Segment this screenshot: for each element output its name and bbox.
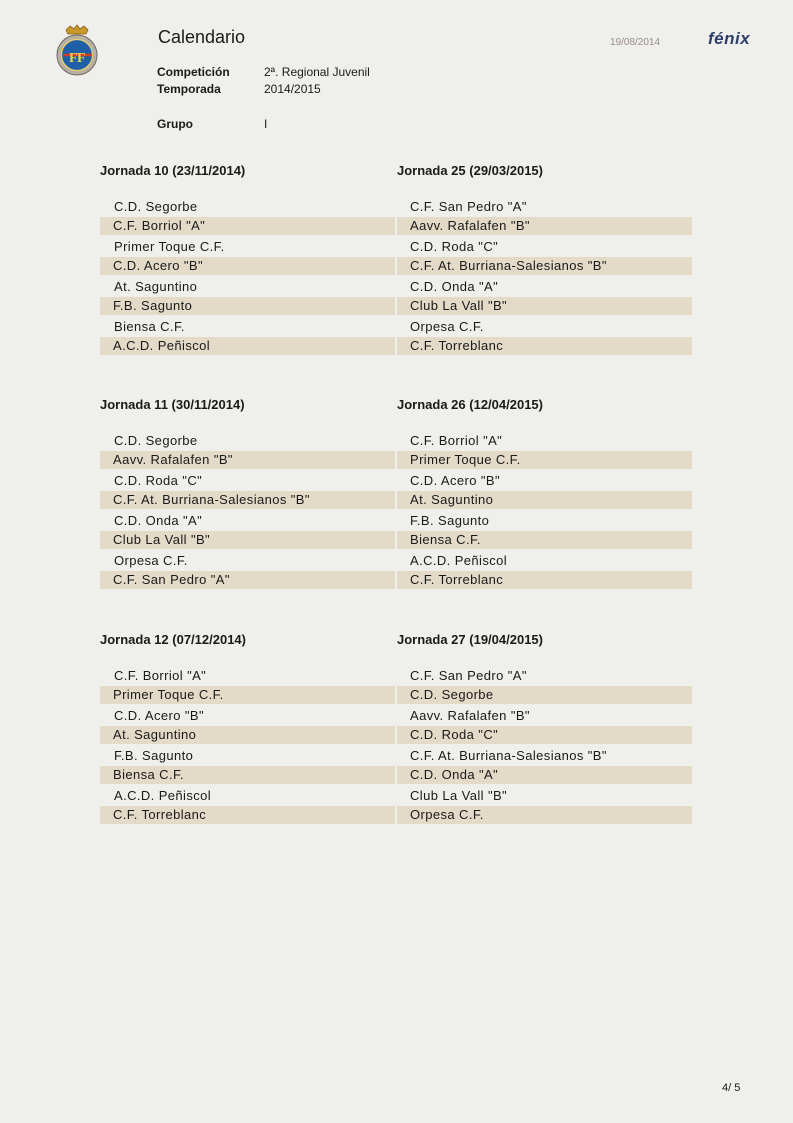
team-row	[100, 806, 395, 824]
team-row	[397, 471, 692, 491]
team-row	[100, 531, 395, 549]
team-name: At. Saguntino	[410, 492, 494, 507]
team-row	[397, 726, 692, 744]
team-name: Orpesa C.F.	[114, 553, 188, 568]
team-name: At. Saguntino	[113, 727, 197, 742]
team-name: C.D. Roda "C"	[410, 239, 499, 254]
federation-logo	[52, 24, 102, 76]
team-row	[397, 511, 692, 531]
team-row	[397, 666, 692, 686]
team-row	[397, 706, 692, 726]
jornada-title: Jornada 26 (12/04/2015)	[397, 397, 543, 412]
team-row	[100, 511, 395, 531]
team-row	[397, 297, 692, 315]
team-name: Club La Vall "B"	[410, 298, 508, 313]
team-name: C.D. Acero "B"	[113, 258, 203, 273]
team-row	[100, 431, 395, 451]
team-name: C.D. Segorbe	[114, 433, 198, 448]
team-name: F.B. Sagunto	[114, 748, 194, 763]
team-row	[100, 451, 395, 469]
team-row	[397, 531, 692, 549]
team-list	[100, 431, 395, 589]
team-row	[100, 686, 395, 704]
jornada-block	[100, 163, 395, 357]
jornada-block	[397, 397, 692, 591]
team-row	[100, 666, 395, 686]
team-row	[397, 237, 692, 257]
team-name: C.D. Onda "A"	[410, 767, 499, 782]
brand-logo: fénix	[708, 29, 751, 48]
page-title: Calendario	[158, 27, 246, 47]
page-number: 4/ 5	[722, 1082, 741, 1094]
svg-text:F: F	[69, 51, 78, 66]
team-list	[397, 431, 692, 589]
team-row	[100, 766, 395, 784]
team-row	[100, 277, 395, 297]
team-row	[100, 571, 395, 589]
team-name: Club La Vall "B"	[113, 532, 211, 547]
team-row	[100, 297, 395, 315]
team-name: C.D. Roda "C"	[410, 727, 499, 742]
team-name: C.F. At. Burriana-Salesianos "B"	[410, 748, 607, 763]
team-name: Aavv. Rafalafen "B"	[410, 708, 530, 723]
team-row	[100, 257, 395, 275]
team-name: C.F. Torreblanc	[410, 572, 504, 587]
team-row	[397, 571, 692, 589]
team-row	[100, 337, 395, 355]
team-name: C.F. Borriol "A"	[114, 668, 207, 683]
meta-label: Temporada	[157, 82, 221, 96]
jornada-title: Jornada 27 (19/04/2015)	[397, 632, 543, 647]
team-name: Orpesa C.F.	[410, 807, 484, 822]
team-name: C.F. At. Burriana-Salesianos "B"	[113, 492, 310, 507]
team-row	[397, 197, 692, 217]
team-row	[397, 257, 692, 275]
team-row	[397, 686, 692, 704]
team-row	[397, 491, 692, 509]
team-name: C.F. San Pedro "A"	[410, 668, 527, 683]
meta-value: 2ª. Regional Juvenil	[264, 65, 370, 79]
team-list	[397, 666, 692, 824]
meta-value: 2014/2015	[264, 82, 321, 96]
team-row	[100, 471, 395, 491]
jornada-title: Jornada 10 (23/11/2014)	[100, 163, 246, 178]
team-name: F.B. Sagunto	[410, 513, 490, 528]
jornada-title: Jornada 12 (07/12/2014)	[100, 632, 246, 647]
team-list	[100, 197, 395, 355]
team-row	[397, 217, 692, 235]
team-name: C.F. Torreblanc	[410, 338, 504, 353]
team-row	[397, 786, 692, 806]
team-row	[397, 551, 692, 571]
team-name: Biensa C.F.	[114, 319, 185, 334]
team-row	[100, 551, 395, 571]
jornada-block	[397, 163, 692, 357]
team-name: C.F. San Pedro "A"	[113, 572, 230, 587]
team-name: Aavv. Rafalafen "B"	[410, 218, 530, 233]
team-row	[100, 217, 395, 235]
team-name: C.F. Borriol "A"	[410, 433, 503, 448]
print-date: 19/08/2014	[610, 37, 661, 48]
team-name: C.F. At. Burriana-Salesianos "B"	[410, 258, 607, 273]
team-name: Biensa C.F.	[410, 532, 481, 547]
team-row	[397, 451, 692, 469]
team-name: A.C.D. Peñiscol	[114, 788, 212, 803]
team-name: C.D. Acero "B"	[410, 473, 500, 488]
svg-text:F: F	[77, 51, 86, 66]
team-name: Aavv. Rafalafen "B"	[113, 452, 233, 467]
team-row	[397, 277, 692, 297]
team-name: C.D. Onda "A"	[410, 279, 499, 294]
team-name: At. Saguntino	[114, 279, 198, 294]
team-row	[100, 317, 395, 337]
jornada-block	[100, 397, 395, 591]
team-name: C.D. Roda "C"	[114, 473, 203, 488]
team-row	[397, 806, 692, 824]
team-row	[100, 726, 395, 744]
team-name: C.D. Segorbe	[410, 687, 494, 702]
team-row	[397, 766, 692, 784]
team-name: Orpesa C.F.	[410, 319, 484, 334]
team-row	[100, 237, 395, 257]
team-row	[100, 706, 395, 726]
jornada-title: Jornada 25 (29/03/2015)	[397, 163, 543, 178]
jornada-block	[100, 632, 395, 826]
team-name: C.F. Torreblanc	[113, 807, 207, 822]
team-list	[100, 666, 395, 824]
team-row	[397, 337, 692, 355]
team-name: C.F. Borriol "A"	[113, 218, 206, 233]
team-name: A.C.D. Peñiscol	[410, 553, 508, 568]
team-name: F.B. Sagunto	[113, 298, 193, 313]
team-row	[397, 746, 692, 766]
team-name: Primer Toque C.F.	[113, 687, 224, 702]
meta-value: I	[264, 117, 268, 131]
team-row	[397, 431, 692, 451]
team-name: C.D. Acero "B"	[114, 708, 204, 723]
team-name: C.F. San Pedro "A"	[410, 199, 527, 214]
team-row	[397, 317, 692, 337]
team-name: Primer Toque C.F.	[114, 239, 225, 254]
team-name: C.D. Segorbe	[114, 199, 198, 214]
meta-label: Competición	[157, 65, 230, 79]
team-name: Club La Vall "B"	[410, 788, 508, 803]
team-list	[397, 197, 692, 355]
team-row	[100, 197, 395, 217]
jornada-block	[397, 632, 692, 826]
team-name: Biensa C.F.	[113, 767, 184, 782]
team-row	[100, 491, 395, 509]
team-name: A.C.D. Peñiscol	[113, 338, 211, 353]
team-row	[100, 746, 395, 766]
team-row	[100, 786, 395, 806]
team-name: C.D. Onda "A"	[114, 513, 203, 528]
jornada-title: Jornada 11 (30/11/2014)	[100, 397, 245, 412]
team-name: Primer Toque C.F.	[410, 452, 521, 467]
meta-label: Grupo	[157, 117, 193, 131]
